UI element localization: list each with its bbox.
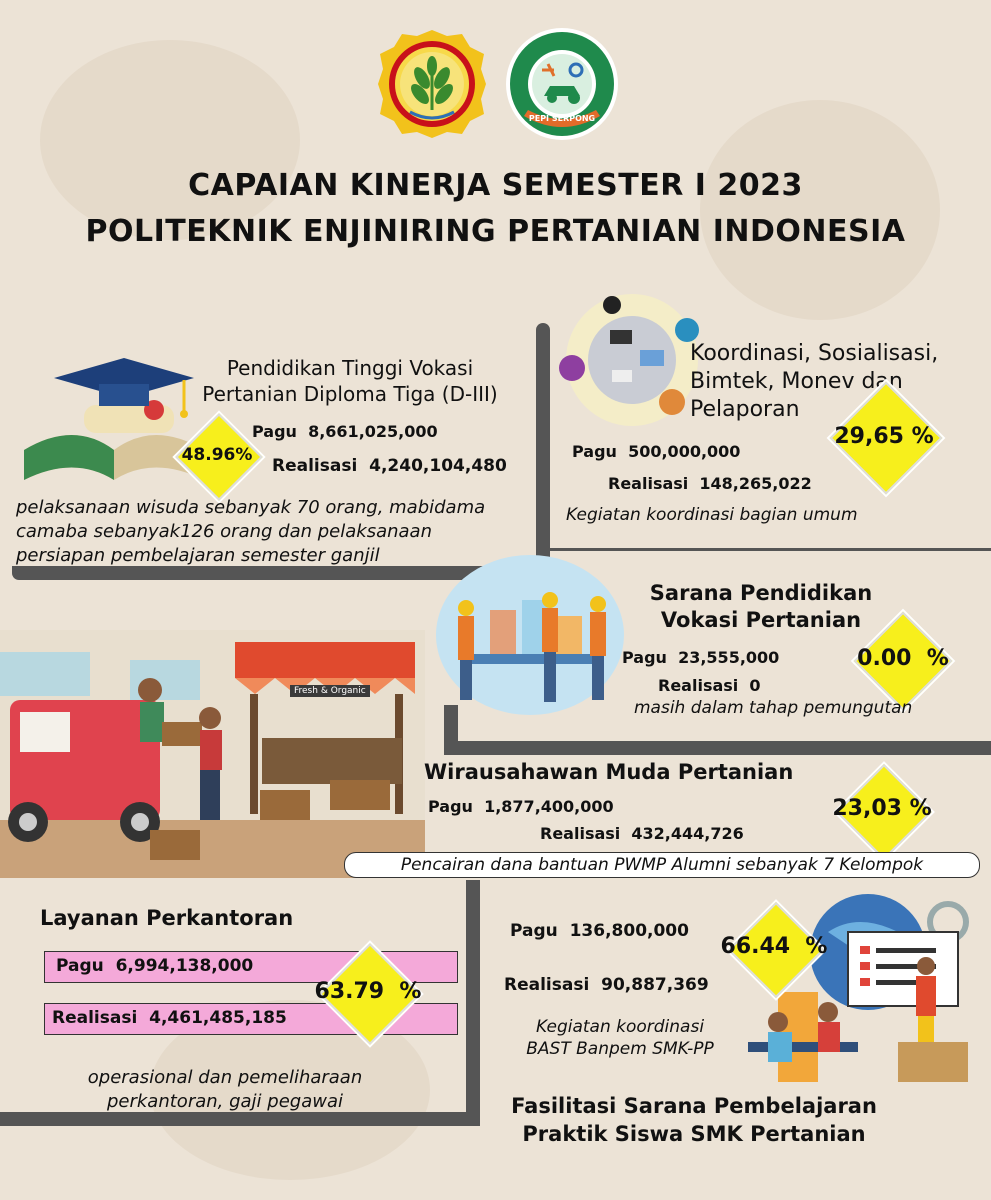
- realisasi-value: 4,461,485,185: [149, 1008, 287, 1028]
- panel-divider: [466, 880, 480, 1126]
- koordinasi-note: Kegiatan koordinasi bagian umum: [566, 505, 858, 525]
- smk-title: [496, 1092, 892, 1148]
- pagu-value: 6,994,138,000: [115, 956, 254, 976]
- pagu-label: Pagu: [252, 422, 297, 441]
- perkantoran-pagu: [56, 956, 253, 976]
- background-texture: [40, 40, 300, 240]
- wirausaha-percent: 23,03 %: [832, 796, 932, 821]
- smk-pagu: [510, 921, 689, 941]
- realisasi-value: 0: [749, 676, 761, 695]
- sarana-realisasi: [658, 676, 761, 695]
- background-texture: [700, 100, 940, 320]
- sarana-title: [636, 580, 886, 634]
- kementan-logo: [376, 28, 488, 140]
- koordinasi-realisasi: [608, 474, 812, 493]
- d3-note-line1: pelaksanaan wisuda sebanyak 70 orang, mabidama: [16, 497, 486, 518]
- realisasi-value: 4,240,104,480: [369, 456, 507, 476]
- wirausaha-pagu: [428, 797, 614, 816]
- d3-note-line3: persiapan pembelajaran semester ganjil: [16, 545, 380, 566]
- sarana-title-line2: Vokasi Pertanian: [660, 608, 862, 632]
- d3-realisasi: [272, 456, 507, 476]
- sarana-pagu: [622, 648, 779, 667]
- smk-note: [496, 1016, 744, 1060]
- perkantoran-realisasi: [52, 1008, 287, 1028]
- realisasi-label: Realisasi: [52, 1008, 138, 1028]
- pagu-value: 1,877,400,000: [484, 797, 614, 816]
- stall-sign: Fresh & Organic: [290, 685, 370, 697]
- d3-pagu: [252, 422, 438, 441]
- realisasi-label: Realisasi: [608, 474, 689, 493]
- engineers-illustration: [432, 550, 628, 720]
- pepi-logo-caption: PEPI SERPONG: [528, 114, 596, 123]
- realisasi-label: Realisasi: [540, 824, 621, 843]
- pagu-label: Pagu: [56, 956, 104, 976]
- sarana-title-line1: Sarana Pendidikan: [649, 581, 873, 605]
- pepi-logo: [504, 26, 620, 142]
- smk-percent: 66.44 %: [720, 934, 828, 959]
- pagu-label: Pagu: [572, 442, 617, 461]
- pagu-value: 8,661,025,000: [308, 422, 438, 441]
- perkantoran-note-line2: perkantoran, gaji pegawai: [106, 1091, 343, 1112]
- koordinasi-title-line2: Bimtek, Monev dan: [690, 369, 903, 394]
- pagu-value: 23,555,000: [678, 648, 780, 667]
- d3-title-line1: Pendidikan Tinggi Vokasi: [226, 356, 474, 380]
- panel-divider: [0, 1112, 480, 1126]
- wirausaha-realisasi: [540, 824, 744, 843]
- pagu-value: 136,800,000: [569, 921, 689, 941]
- realisasi-label: Realisasi: [504, 975, 590, 995]
- smk-title-line2: Praktik Siswa SMK Pertanian: [522, 1122, 866, 1146]
- sarana-percent: 0.00 %: [857, 646, 949, 671]
- koordinasi-title-line3: Pelaporan: [690, 397, 800, 422]
- page-title-line2: POLITEKNIK ENJINIRING PERTANIAN INDONESIA: [85, 214, 906, 249]
- perkantoran-note: [40, 1066, 410, 1114]
- meeting-illustration: [552, 290, 712, 430]
- realisasi-value: 90,887,369: [601, 975, 709, 995]
- smk-realisasi: [504, 975, 709, 995]
- pagu-label: Pagu: [622, 648, 667, 667]
- smk-note-line1: Kegiatan koordinasi: [535, 1017, 705, 1037]
- panel-divider: [444, 741, 991, 755]
- pagu-label: Pagu: [428, 797, 473, 816]
- pagu-value: 500,000,000: [628, 442, 741, 461]
- smk-title-line1: Fasilitasi Sarana Pembelajaran: [511, 1094, 877, 1118]
- d3-title-line2: Pertanian Diploma Tiga (D-III): [202, 382, 498, 406]
- perkantoran-percent: 63.79 %: [314, 979, 422, 1004]
- d3-note: [16, 496, 485, 568]
- koordinasi-percent: 29,65 %: [834, 424, 934, 449]
- d3-percent: 48.96%: [181, 445, 253, 465]
- perkantoran-title: Layanan Perkantoran: [40, 906, 294, 930]
- realisasi-label: Realisasi: [658, 676, 739, 695]
- page-title-line1: CAPAIAN KINERJA SEMESTER I 2023: [188, 168, 803, 203]
- realisasi-value: 148,265,022: [699, 474, 812, 493]
- koordinasi-pagu: [572, 442, 740, 461]
- pagu-label: Pagu: [510, 921, 558, 941]
- koordinasi-title-line1: Koordinasi, Sosialisasi,: [690, 341, 939, 366]
- panel-divider: [536, 323, 550, 573]
- wirausaha-note: Pencairan dana bantuan PWMP Alumni sebanyak 7 Kelompok: [344, 852, 980, 878]
- wirausaha-title: Wirausahawan Muda Pertanian: [424, 760, 794, 784]
- sarana-note: masih dalam tahap pemungutan: [634, 698, 913, 718]
- realisasi-value: 432,444,726: [631, 824, 744, 843]
- d3-note-line2: camaba sebanyak126 orang dan pelaksanaan: [16, 521, 432, 542]
- smk-note-line2: BAST Banpem SMK-PP: [526, 1039, 714, 1059]
- realisasi-label: Realisasi: [272, 456, 358, 476]
- perkantoran-note-line1: operasional dan pemeliharaan: [87, 1067, 363, 1088]
- market-illustration: [0, 630, 425, 878]
